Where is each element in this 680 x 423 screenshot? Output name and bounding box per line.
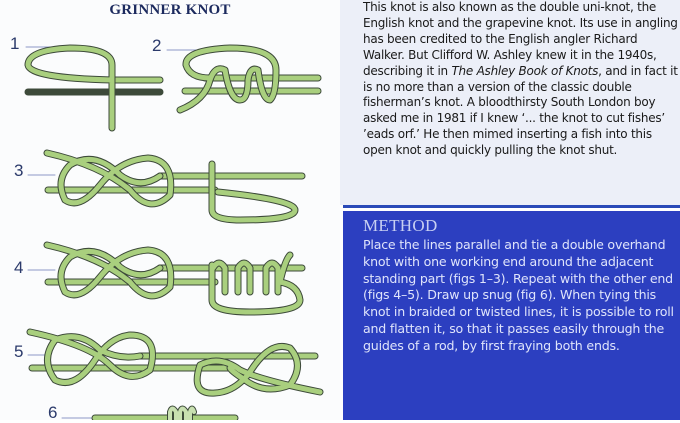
figure-number-2: 2 [152,36,162,55]
method-body: Place the lines parallel and tie a double overhand knot with one working end around the adjacent standing part (figs 1–3). Repeat with the other end (figs 4–5). Draw up snug (fig 6). When tying this knot in braided or twisted lines, it is possible to roll and flatten it, so that it passes easily through the guides of a rod, by first fraying both ends. [363,237,674,353]
book-title: The Ashley Book of Knots [451,63,599,78]
intro-text [363,0,679,159]
figure-number-6: 6 [48,403,58,422]
intro-text-part2: , and in fact it is no more than a version of the classic double fisherman’s knot. A bloodthirsty South London boy asked me in 1981 if I knew ‘... the knot to cut fishes’ ’eads orf.’ He then mimed inserting a fish into this open knot and quickly pulling the knot shut. [363,63,678,158]
figure-6 [95,409,235,421]
figure-number-3: 3 [14,161,24,180]
divider-rule [343,205,680,208]
figure-1 [28,48,160,128]
method-heading: METHOD [363,216,438,235]
knot-illustrations [0,0,340,420]
figure-number-1: 1 [10,34,20,53]
page-title: GRINNER KNOT [109,2,231,18]
figure-3 [47,153,302,220]
intro-text-part1: This knot is also known as the double uni-knot, the English knot and the grapevine knot. Its use in angling has been credited to the English angler Richard Walker. But Clifford W. Ashley knew it in the 1940s, describing it in [363,0,678,78]
figure-number-5: 5 [14,342,24,361]
figure-4 [47,245,302,312]
figure-number-4: 4 [14,258,24,277]
figure-2 [180,48,318,110]
figure-5 [30,332,320,393]
